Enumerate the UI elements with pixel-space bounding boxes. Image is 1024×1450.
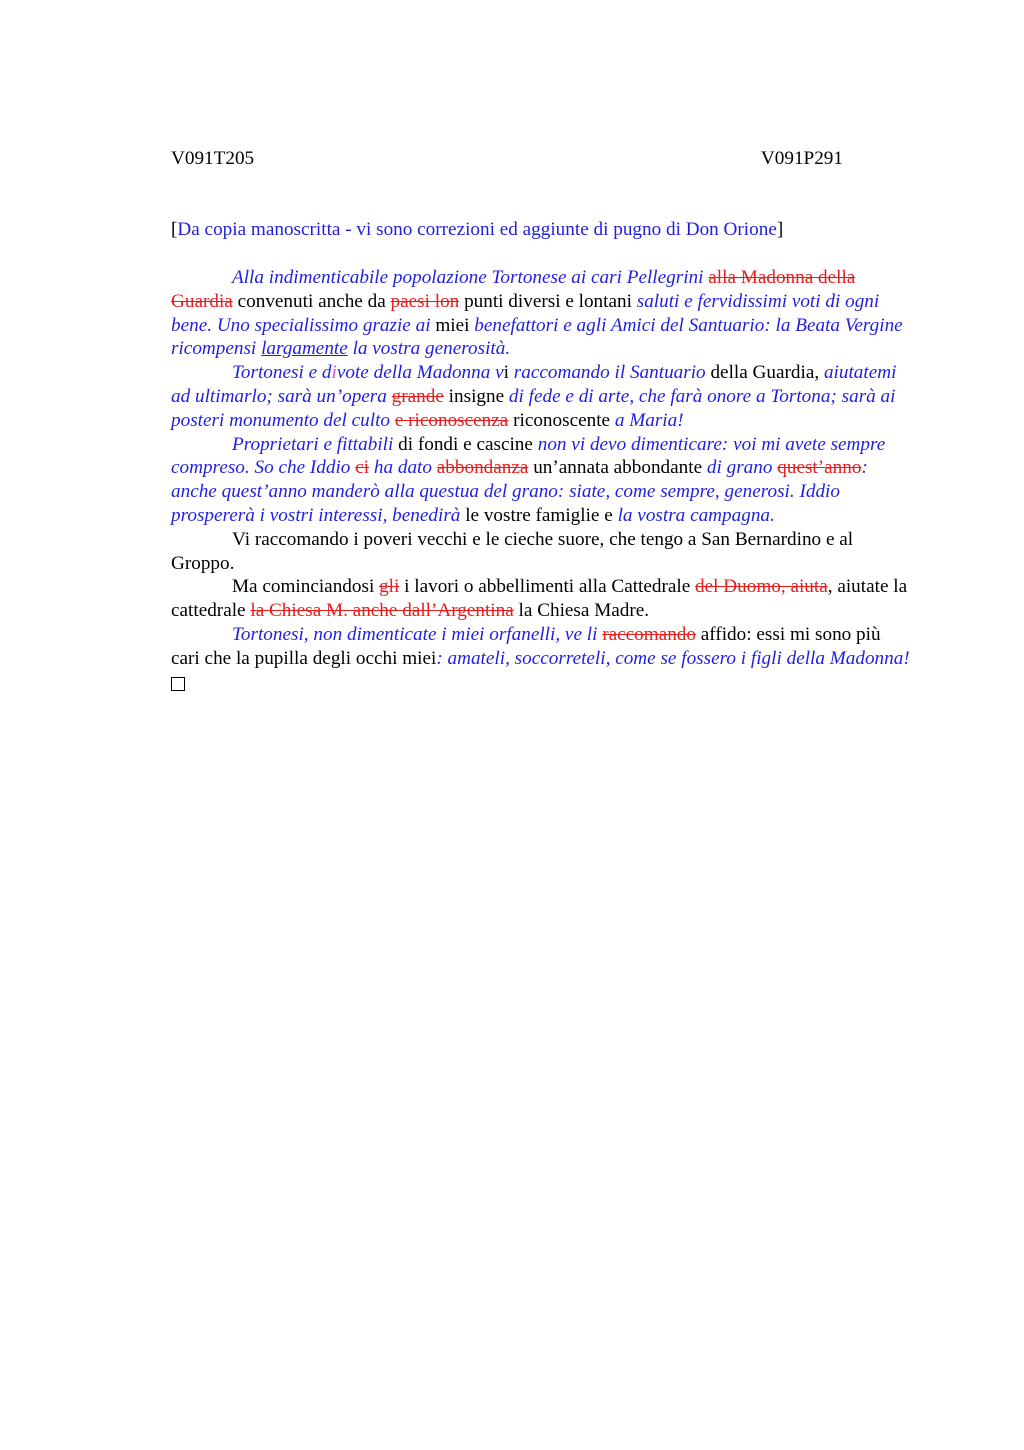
text-segment: riconoscente — [508, 409, 615, 431]
text-segment: Ma cominciandosi — [232, 576, 380, 598]
paragraph — [171, 528, 911, 576]
paragraph — [171, 575, 911, 623]
added-text: la vostra campagna. — [617, 504, 775, 526]
source-note-text: Da copia manoscritta - vi sono correzioni ed aggiunte di pugno di Don Orione — [177, 219, 777, 240]
text-segment: un’annata abbondante — [528, 457, 707, 479]
added-text: raccomando il Santuario — [513, 362, 706, 384]
document-header — [171, 147, 911, 171]
text-segment: insigne — [443, 385, 509, 407]
deleted-text: abbondanza — [436, 457, 529, 479]
added-text: i — [331, 362, 337, 384]
added-text: ha dato — [369, 457, 437, 479]
document-code-left: V091T205 — [171, 148, 255, 169]
source-note — [171, 218, 911, 242]
text-segment: i — [503, 362, 514, 384]
text-segment: di fondi e cascine — [393, 433, 538, 455]
deleted-text: grande — [391, 385, 444, 407]
added-text: vote della Madonna v — [336, 362, 504, 384]
deleted-text: raccomando — [602, 623, 696, 645]
added-text: Tortonesi e d — [232, 362, 332, 384]
deleted-text: paesi lon — [390, 290, 460, 312]
deleted-text: alla Madonna della Guardia — [171, 267, 856, 312]
deleted-text: la Chiesa M. anche dall’Argentina — [250, 600, 514, 622]
added-text: Proprietari e fittabili — [232, 433, 394, 455]
added-text: di fede e di arte, che farà onore a Tortona; sarà ai posteri monumento del culto — [171, 385, 896, 431]
deleted-text: del Duomo, aiuta — [695, 576, 828, 598]
added-text: aiutatemi ad ultimarlo; sarà un’opera — [171, 362, 897, 407]
paragraph — [171, 623, 911, 671]
text-segment: convenuti anche da — [232, 290, 391, 312]
source-note-open-bracket: [ — [171, 219, 178, 240]
text-segment: della Guardia, — [705, 362, 824, 384]
text-segment: la Chiesa Madre. — [513, 600, 650, 622]
deleted-text: quest’anno — [777, 457, 862, 479]
letter-body — [171, 266, 911, 697]
paragraph — [171, 266, 911, 361]
text-segment: miei — [430, 314, 475, 336]
text-segment: , aiutate la cattedrale — [171, 576, 908, 622]
deleted-text: ci — [355, 457, 370, 479]
text-segment: punti diversi e lontani — [459, 290, 637, 312]
added-text: di grano — [706, 457, 778, 479]
added-text: : anche quest’anno manderò alla questua del grano: siate, come sempre, generosi. Iddio prospererà i vostri interessi, benedirà — [171, 457, 868, 526]
source-note-close-bracket: ] — [776, 219, 784, 240]
added-text: benefattori e agli Amici del Santuario: la Beata Vergine ricompensi — [171, 314, 903, 360]
added-text: Alla indimenticabile popolazione Tortonese ai cari Pellegrini — [232, 267, 709, 288]
paragraph — [171, 361, 911, 432]
text-segment: le vostre famiglie e — [460, 504, 618, 526]
document-code-right: V091P291 — [760, 148, 843, 169]
text-segment: affido: essi mi sono più cari che la pupilla degli occhi miei — [171, 623, 881, 669]
added-text: a Maria! — [614, 409, 684, 431]
added-text: largamente — [261, 338, 348, 360]
deleted-text: gli — [379, 576, 400, 598]
text-segment: i lavori o abbellimenti alla Cattedrale — [399, 576, 696, 598]
added-text: Tortonesi, non dimenticate i miei orfanelli, ve li — [232, 623, 603, 645]
added-text: : amateli, soccorreteli, come se fossero i figli della Madonna! — [436, 647, 910, 669]
deleted-text: e riconoscenza — [394, 409, 509, 431]
added-text: la vostra generosità. — [347, 338, 511, 360]
text-segment: Vi raccomando i poveri vecchi e le cieche suore, che tengo a San Bernardino e al Groppo. — [171, 528, 854, 574]
end-of-text-box-icon — [171, 671, 911, 698]
paragraph — [171, 433, 911, 528]
added-text: non vi devo dimenticare: voi mi avete sempre compreso. So che Iddio — [171, 433, 886, 479]
added-text: saluti e fervidissimi voti di ogni bene. Uno specialissimo grazie ai — [171, 290, 880, 336]
